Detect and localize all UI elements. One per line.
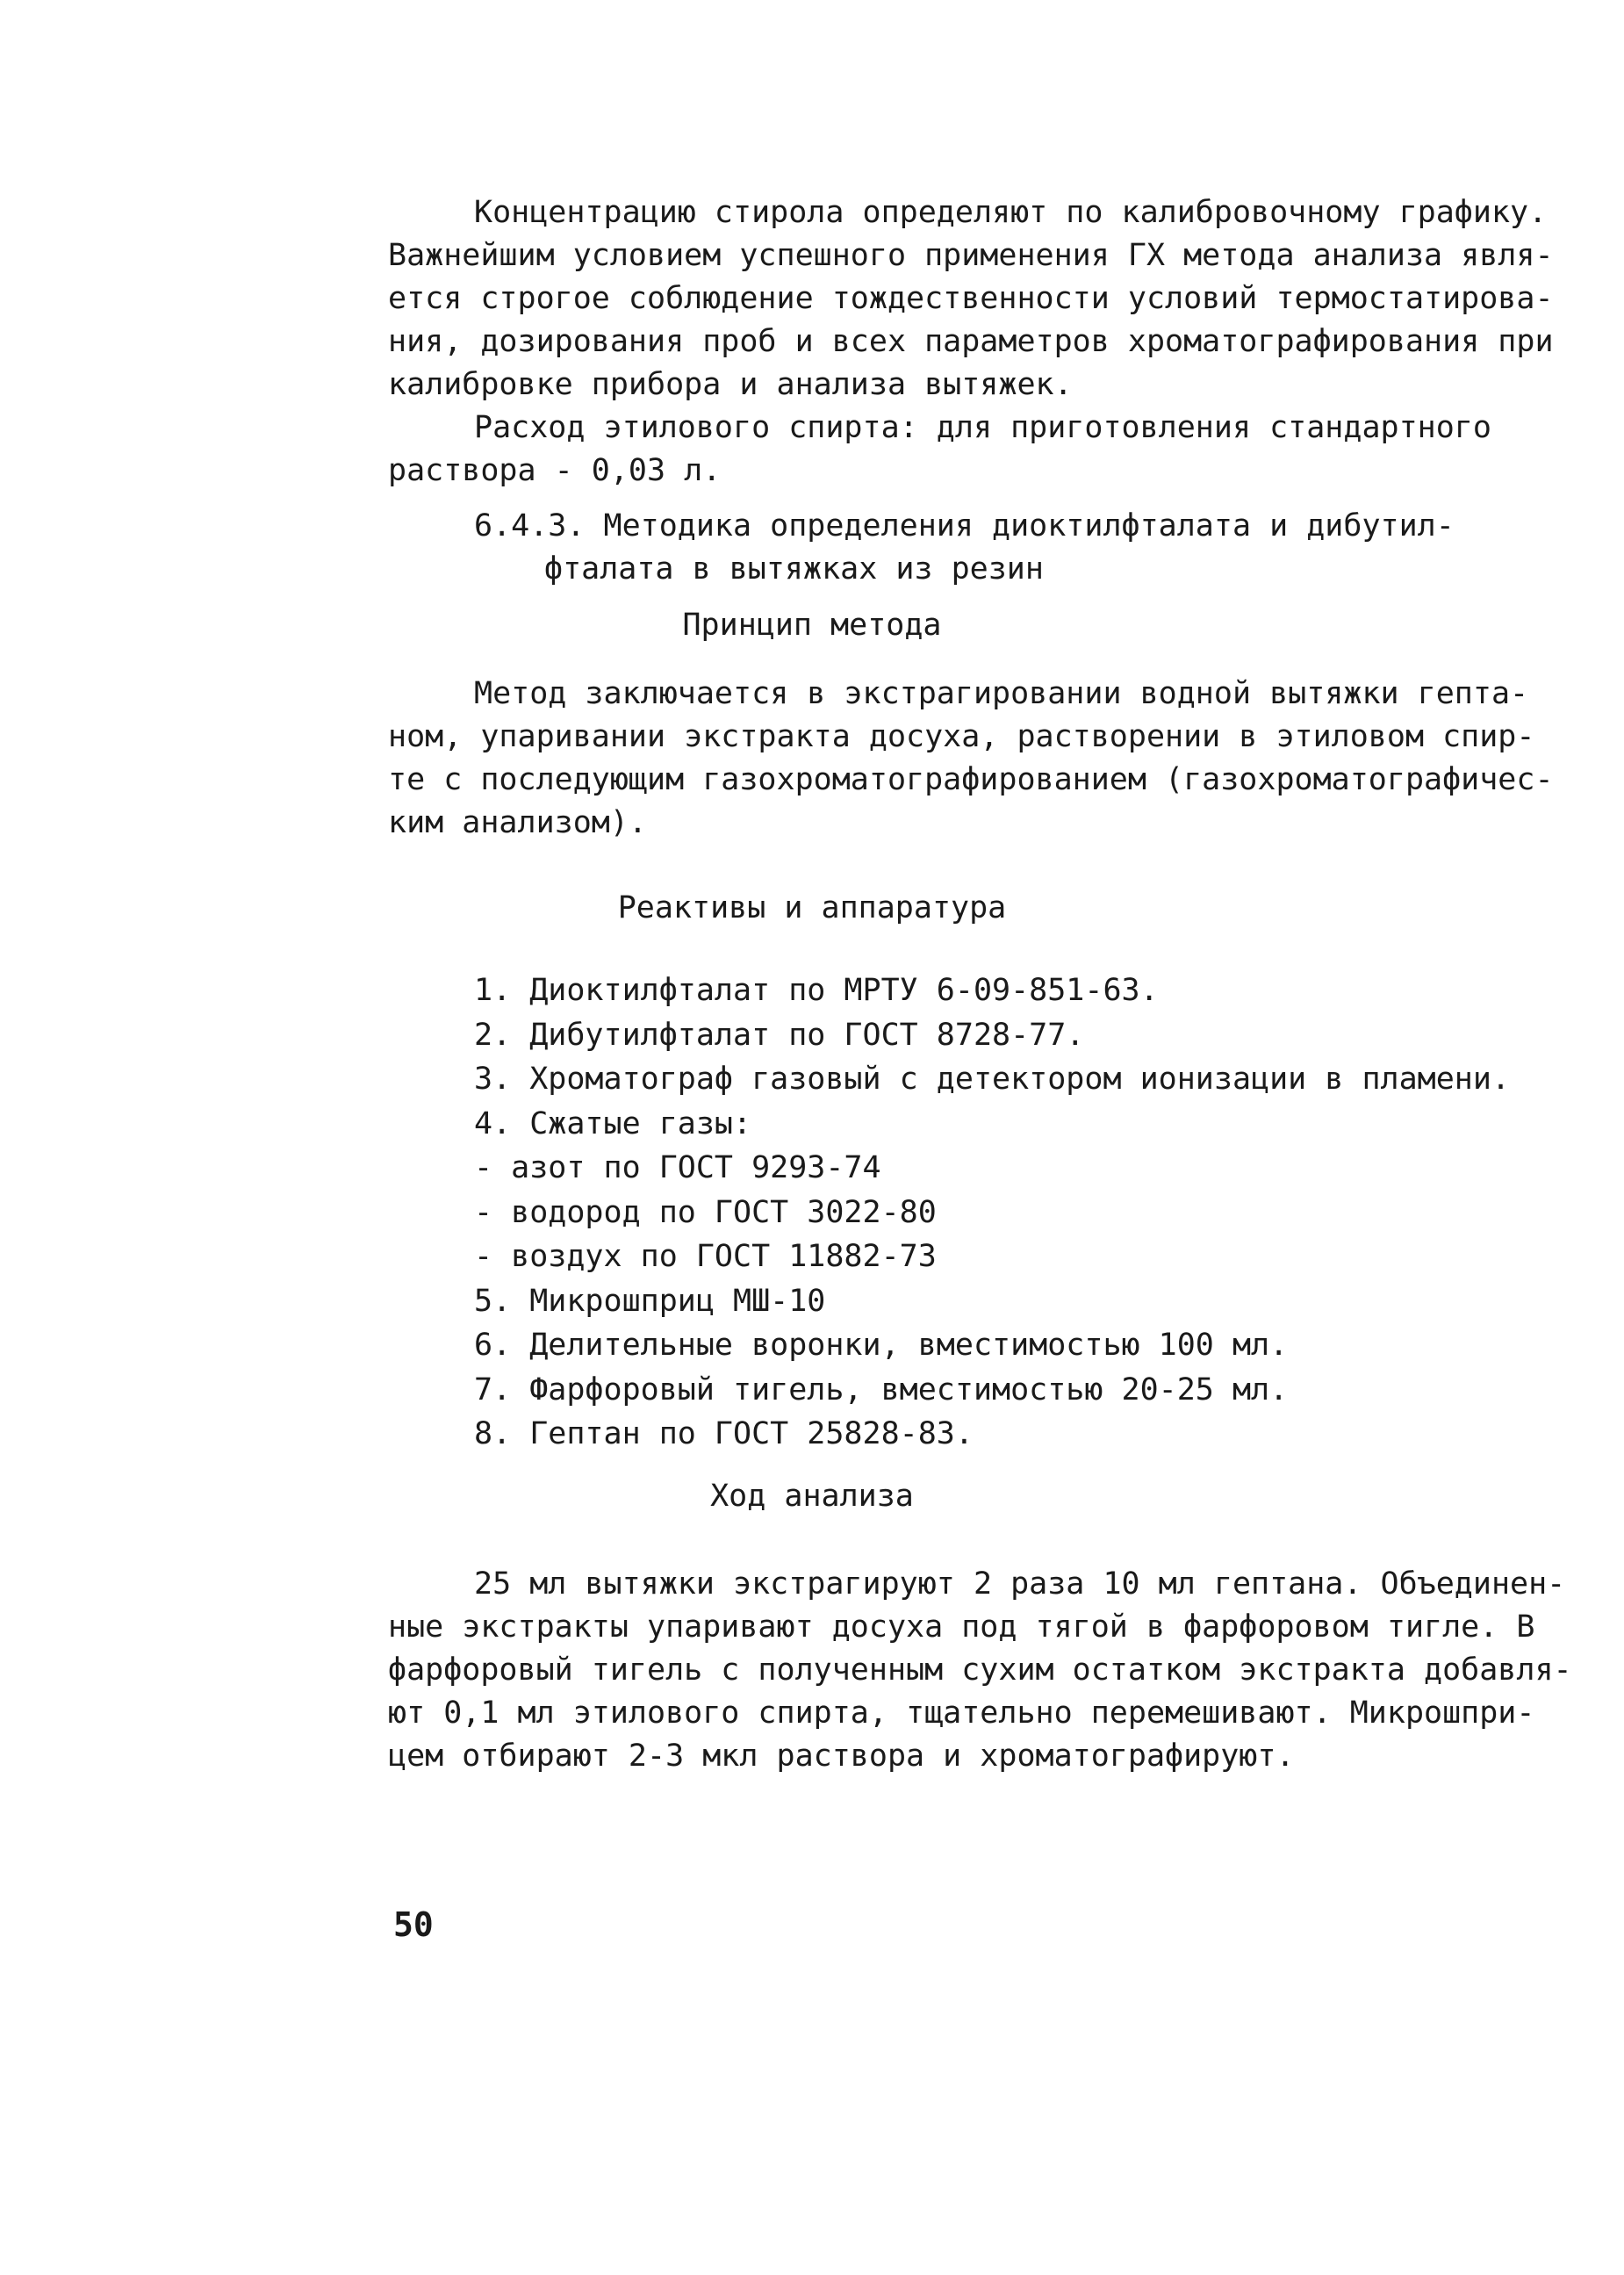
list-item: 3. Хроматограф газовый с детектором ионизации в пламени. [474,1062,1511,1097]
section-title [388,505,1512,591]
text-line: ном, упаривании экстракта досуха, растворении в этиловом спир- [388,719,1535,754]
list-item: 2. Дибутилфталат по ГОСТ 8728-77. [474,1017,1085,1053]
text-line: Важнейшим условием успешного применения ГХ метода анализа явля- [388,238,1554,273]
text-line: Метод заключается в экстрагировании водной вытяжки гепта- [474,676,1529,711]
text-line: Концентрацию стирола определяют по калибровочному графику. [474,195,1548,230]
text-line: фарфоровый тигель с полученным сухим остатком экстракта добавля- [388,1652,1572,1688]
section-title-line: 6.4.3. Методика определения диоктилфталата и дибутил- [474,508,1455,544]
page-number: 50 [393,1905,434,1944]
text-line: раствора - 0,03 л. [388,453,722,488]
text-line: ют 0,1 мл этилового спирта, тщательно перемешивают. Микрошпри- [388,1695,1535,1731]
text-line: ные экстракты упаривают досуха под тягой в фарфоровом тигле. В [388,1609,1535,1645]
reagents-list [474,968,1510,1457]
text-line: те с последующим газохроматографированием (газохроматографичес- [388,762,1554,797]
intro-paragraph [388,191,1554,407]
list-item: 1. Диоктилфталат по МРТУ 6-09-851-63. [474,973,1159,1008]
list-item: - воздух по ГОСТ 11882-73 [474,1239,937,1274]
list-item: 8. Гептан по ГОСТ 25828-83. [474,1416,974,1451]
list-item: 6. Делительные воронки, вместимостью 100 мл. [474,1328,1289,1363]
text-line: ется строгое соблюдение тождественности условий термостатирова- [388,281,1554,316]
text-line: ния, дозирования проб и всех параметров хроматографирования при [388,324,1554,359]
text-line: 25 мл вытяжки экстрагируют 2 раза 10 мл гептана. Объединен- [474,1566,1566,1602]
text-line: калибровке прибора и анализа вытяжек. [388,367,1073,402]
list-item: 5. Микрошприц МШ-10 [474,1283,826,1319]
principle-heading: Принцип метода [682,608,942,643]
text-line: цем отбирают 2-3 мкл раствора и хроматографируют. [388,1739,1295,1774]
text-line: Расход этилового спирта: для приготовления стандартного [474,410,1491,445]
list-item: - азот по ГОСТ 9293-74 [474,1150,881,1185]
section-title-line: фталата в вытяжках из резин [544,551,1044,587]
list-item: 7. Фарфоровый тигель, вместимостью 20-25 мл. [474,1371,1289,1407]
consumption-paragraph [388,407,1512,493]
list-item: - водород по ГОСТ 3022-80 [474,1194,937,1230]
principle-paragraph [388,673,1554,845]
procedure-paragraph [388,1563,1572,1778]
reagents-heading: Реактивы и аппаратура [617,890,1007,925]
text-line: ким анализом). [388,805,648,840]
procedure-heading: Ход анализа [710,1479,914,1514]
list-item: 4. Сжатые газы: [474,1105,752,1141]
